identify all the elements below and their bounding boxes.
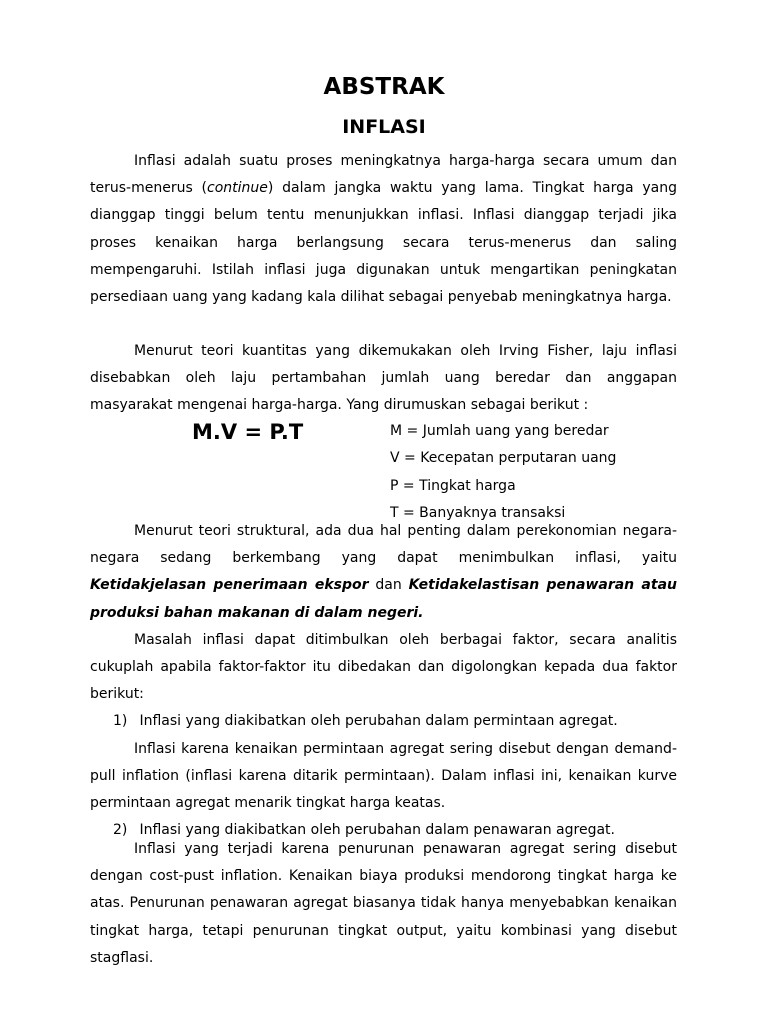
document-title: ABSTRAK bbox=[323, 74, 445, 100]
list-number: 2) bbox=[113, 822, 128, 838]
list-item bbox=[113, 708, 618, 735]
formula-legend bbox=[390, 418, 616, 528]
paragraph-text: ) dalam jangka waktu yang lama. Tingkat harga yang dianggap tinggi belum tentu menunjukkan inflasi. Inflasi dianggap terjadi jika proses kenaikan harga berlangsung secara terus-menerus dan saling mempengaruhi. Istilah inflasi juga digunakan untuk mengartikan peningkatan persediaan uang yang kadang kala dilihat sebagai penyebab meningkatnya harga. bbox=[90, 180, 677, 306]
paragraph-demand-pull: Inflasi karena kenaikan permintaan agregat sering disebut dengan demand-pull inflation (inflasi karena ditarik permintaan). Dalam inflasi ini, kenaikan kurve permintaan agregat menarik tingkat harga keatas. bbox=[90, 741, 677, 812]
emphasis-term: Ketidakjelasan penerimaan ekspor bbox=[90, 577, 369, 594]
italic-term: continue bbox=[207, 180, 268, 197]
document-subtitle: INFLASI bbox=[342, 116, 426, 138]
paragraph-text: Inflasi adalah suatu proses meningkatnya harga-harga secara umum dan terus-menerus ( bbox=[90, 153, 677, 197]
formula: M.V = P.T bbox=[192, 420, 304, 444]
paragraph-structural-theory bbox=[90, 518, 677, 627]
paragraph-text: dan bbox=[368, 577, 409, 594]
legend-item: M = Jumlah uang yang beredar bbox=[390, 423, 609, 439]
paragraph-definition bbox=[90, 148, 677, 311]
list-number: 1) bbox=[113, 713, 128, 729]
paragraph-text: Menurut teori struktural, ada dua hal penting dalam perekonomian negara-negara sedang berkembang yang dapat menimbulkan inflasi, yaitu bbox=[90, 523, 677, 567]
legend-item: T = Banyaknya transaksi bbox=[390, 505, 566, 522]
emphasis-term: Ketidakelastisan penawaran atau produksi bahan makanan di dalam negeri. bbox=[90, 577, 677, 621]
legend-item: P = Tingkat harga bbox=[390, 477, 516, 494]
paragraph-cost-push: Inflasi yang terjadi karena penurunan penawaran agregat sering disebut dengan cost-pust inflation. Kenaikan biaya produksi mendorong tingkat harga ke atas. Penurunan penawaran agregat biasanya tidak hanya menyebabkan kenaikan tingkat harga, tetapi penurunan tingkat output, yaitu kombinasi yang disebut stagflasi. bbox=[90, 841, 677, 966]
list-text: Inflasi yang diakibatkan oleh perubahan dalam permintaan agregat. bbox=[139, 713, 618, 729]
paragraph-factors: Masalah inflasi dapat ditimbulkan oleh berbagai faktor, secara analitis cukuplah apabila faktor-faktor itu dibedakan dan digolongkan kepada dua faktor berikut: bbox=[90, 632, 677, 703]
list-text: Inflasi yang diakibatkan oleh perubahan dalam penawaran agregat. bbox=[139, 822, 615, 838]
paragraph-quantity-theory: Menurut teori kuantitas yang dikemukakan oleh Irving Fisher, laju inflasi disebabkan oleh laju pertambahan jumlah uang beredar dan anggapan masyarakat mengenai harga-harga. Yang dirumuskan sebagai berikut : bbox=[90, 343, 677, 414]
legend-item: V = Kecepatan perputaran uang bbox=[390, 450, 617, 467]
